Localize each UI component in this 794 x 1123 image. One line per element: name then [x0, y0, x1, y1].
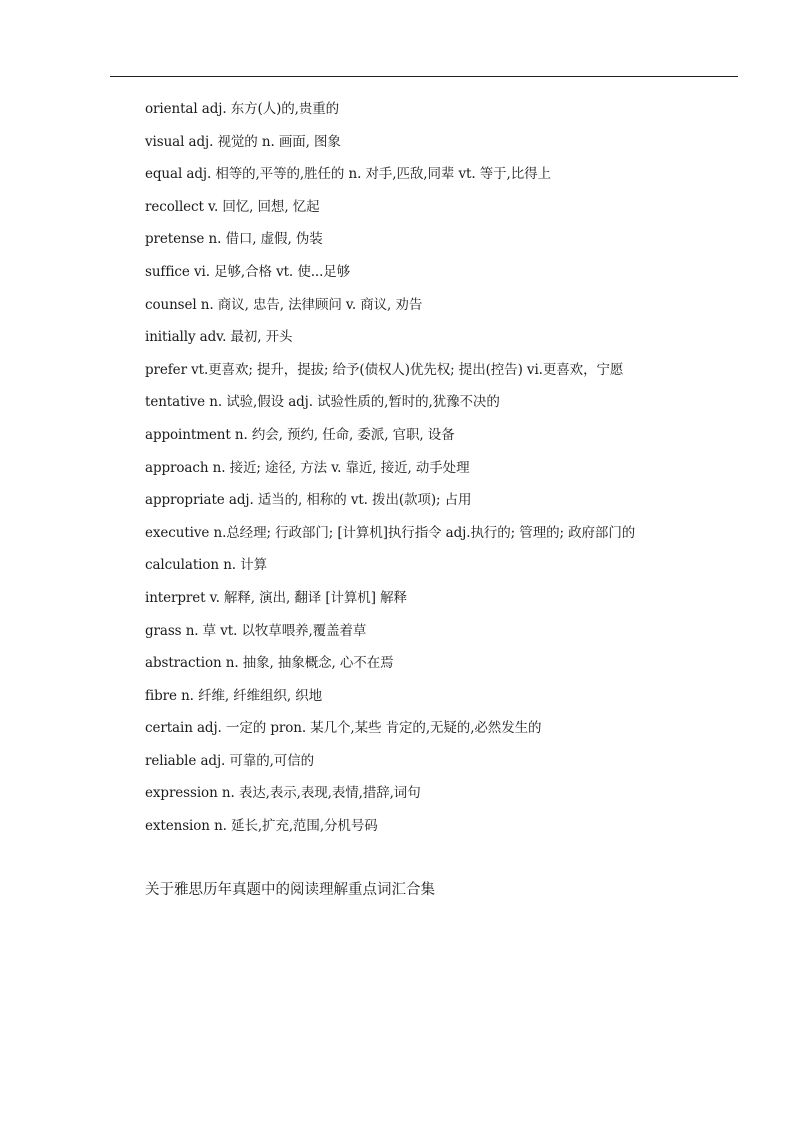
vocab-entry: suffice vi. 足够,合格 vt. 使...足够 — [145, 263, 351, 280]
vocab-entry: appointment n. 约会, 预约, 任命, 委派, 官职, 设备 — [145, 426, 455, 443]
vocab-entry: appropriate adj. 适当的, 相称的 vt. 拨出(款项); 占用 — [145, 492, 472, 509]
document-title: 关于雅思历年真题中的阅读理解重点词汇合集 — [145, 882, 435, 898]
vocab-entry: grass n. 草 vt. 以牧草喂养,覆盖着草 — [145, 622, 367, 639]
vocab-entry: extension n. 延长,扩充,范围,分机号码 — [145, 818, 378, 835]
header-rule — [110, 76, 738, 77]
vocab-entry: executive n.总经理; 行政部门; [计算机]执行指令 adj.执行的; 管理的; 政府部门的 — [145, 524, 636, 541]
vocab-entry: expression n. 表达,表示,表现,表情,措辞,词句 — [145, 785, 421, 802]
vocab-entry: equal adj. 相等的,平等的,胜任的 n. 对手,匹敌,同辈 vt. 等于,比得上 — [145, 166, 551, 183]
vocab-entry: oriental adj. 东方(人)的,贵重的 — [145, 101, 340, 117]
vocabulary-list — [145, 99, 745, 849]
vocab-entry: prefer vt.更喜欢; 提升，提拔; 给予(债权人)优先权; 提出(控告) vi.更喜欢，宁愿 — [145, 361, 624, 378]
vocab-entry: calculation n. 计算 — [145, 557, 267, 574]
vocab-entry: reliable adj. 可靠的,可信的 — [145, 752, 315, 769]
vocab-entry: interpret v. 解释, 演出, 翻译 [计算机] 解释 — [145, 589, 407, 606]
vocab-entry: certain adj. 一定的 pron. 某几个,某些 肯定的,无疑的,必然发生的 — [145, 720, 542, 737]
vocab-entry: pretense n. 借口, 虚假, 伪装 — [145, 231, 323, 248]
vocab-entry: initially adv. 最初, 开头 — [145, 329, 293, 346]
vocab-entry: recollect v. 回忆, 回想, 忆起 — [145, 198, 320, 215]
vocab-entry: abstraction n. 抽象, 抽象概念, 心不在焉 — [145, 655, 394, 672]
vocab-entry: tentative n. 试验,假设 adj. 试验性质的,暂时的,犹豫不决的 — [145, 394, 500, 411]
vocab-entry: approach n. 接近; 途径, 方法 v. 靠近, 接近, 动手处理 — [145, 459, 470, 476]
vocab-entry: fibre n. 纤维, 纤维组织, 织地 — [145, 687, 323, 704]
vocab-entry: counsel n. 商议, 忠告, 法律顾问 v. 商议, 劝告 — [145, 296, 423, 313]
vocab-entry: visual adj. 视觉的 n. 画面, 图象 — [145, 133, 341, 150]
